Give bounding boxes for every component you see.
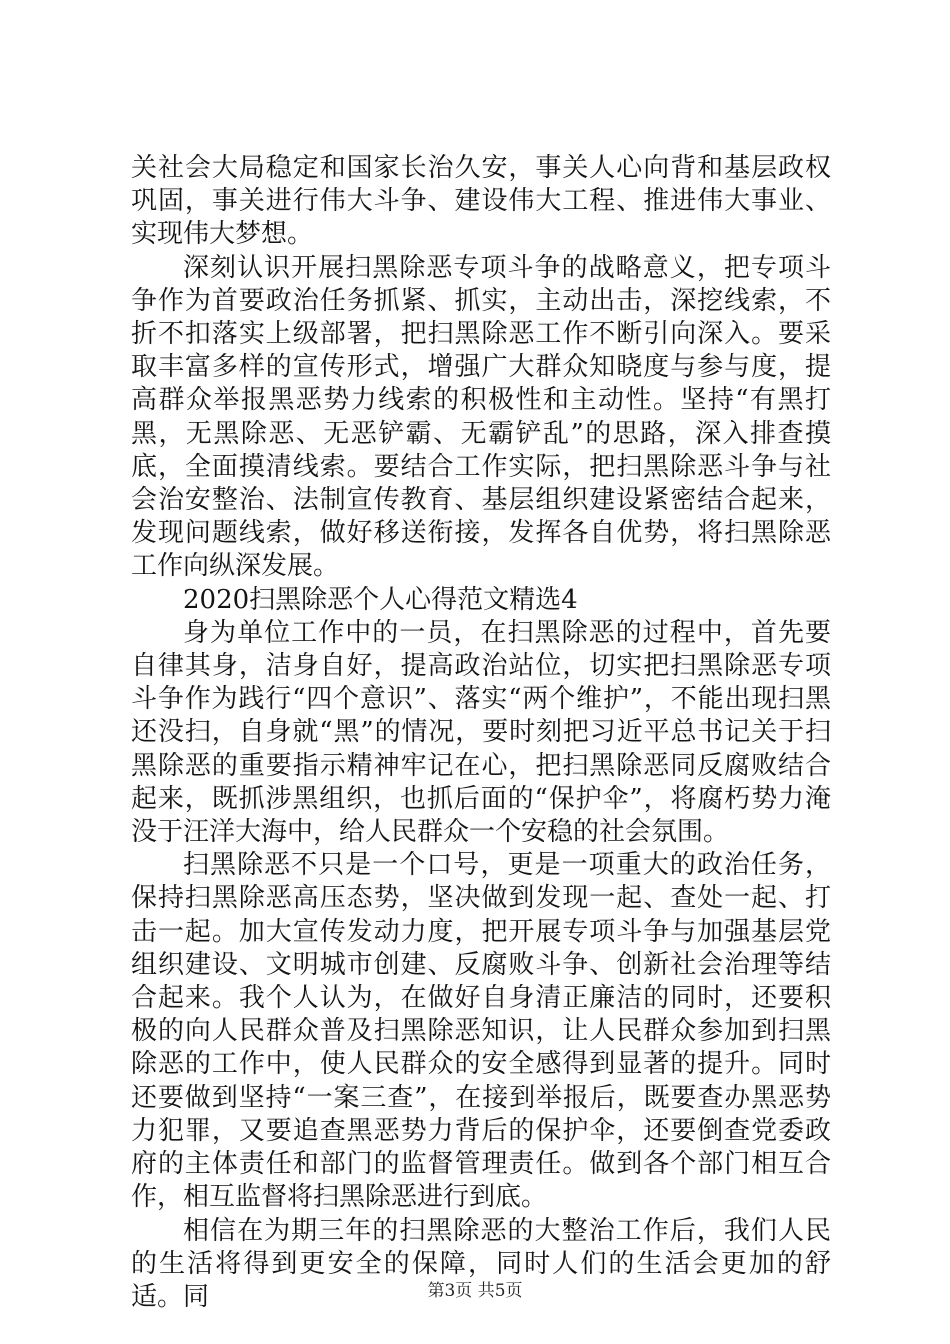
- page-footer: 第3页 共5页: [427, 1281, 523, 1301]
- document-body: [131, 152, 831, 1314]
- paragraph: 身为单位工作中的一员，在扫黑除恶的过程中，首先要自律其身，洁身自好，提高政治站位，切实把扫黑除恶专项斗争作为践行“四个意识”、落实“两个维护”，不能出现扫黑还没扫，自身就“黑”的情况，要时刻把习近平总书记关于扫黑除恶的重要指示精神牢记在心，把扫黑除恶同反腐败结合起来，既抓涉黑组织，也抓后面的“保护伞”，将腐朽势力淹没于汪洋大海中，给人民群众一个安稳的社会氛围。: [131, 617, 831, 848]
- paragraph-continuation: 关社会大局稳定和国家长治久安，事关人心向背和基层政权巩固，事关进行伟大斗争、建设伟大工程、推进伟大事业、实现伟大梦想。: [131, 153, 831, 250]
- paragraph: 深刻认识开展扫黑除恶专项斗争的战略意义，把专项斗争作为首要政治任务抓紧、抓实，主动出击，深挖线索，不折不扣落实上级部署，把扫黑除恶工作不断引向深入。要采取丰富多样的宣传形式，增强广大群众知晓度与参与度，提高群众举报黑恶势力线索的积极性和主动性。坚持“有黑打黑，无黑除恶、无恶铲霸、无霸铲乱”的思路，深入排查摸底，全面摸清线索。要结合工作实际，把扫黑除恶斗争与社会治安整治、法制宣传教育、基层组织建设紧密结合起来，发现问题线索，做好移送衔接，发挥各自优势，将扫黑除恶工作向纵深发展。: [131, 252, 831, 582]
- section-heading: 2020扫黑除恶个人心得范文精选4: [183, 584, 578, 615]
- paragraph: 扫黑除恶不只是一个口号，更是一项重大的政治任务，保持扫黑除恶高压态势，坚决做到发现一起、查处一起、打击一起。加大宣传发动力度，把开展专项斗争与加强基层党组织建设、文明城市创建、反腐败斗争、创新社会治理等结合起来。我个人认为，在做好自身清正廉洁的同时，还要积极的向人民群众普及扫黑除恶知识，让人民群众参加到扫黑除恶的工作中，使人民群众的安全感得到显著的提升。同时还要做到坚持“一案三查”，在接到举报后，既要查办黑恶势力犯罪，又要追查黑恶势力背后的保护伞，还要倒查党委政府的主体责任和部门的监督管理责任。做到各个部门相互合作，相互监督将扫黑除恶进行到底。: [131, 850, 831, 1213]
- paragraph: 相信在为期三年的扫黑除恶的大整治工作后，我们人民的生活将得到更安全的保障，同时人们的生活会更加的舒适。同: [131, 1215, 831, 1312]
